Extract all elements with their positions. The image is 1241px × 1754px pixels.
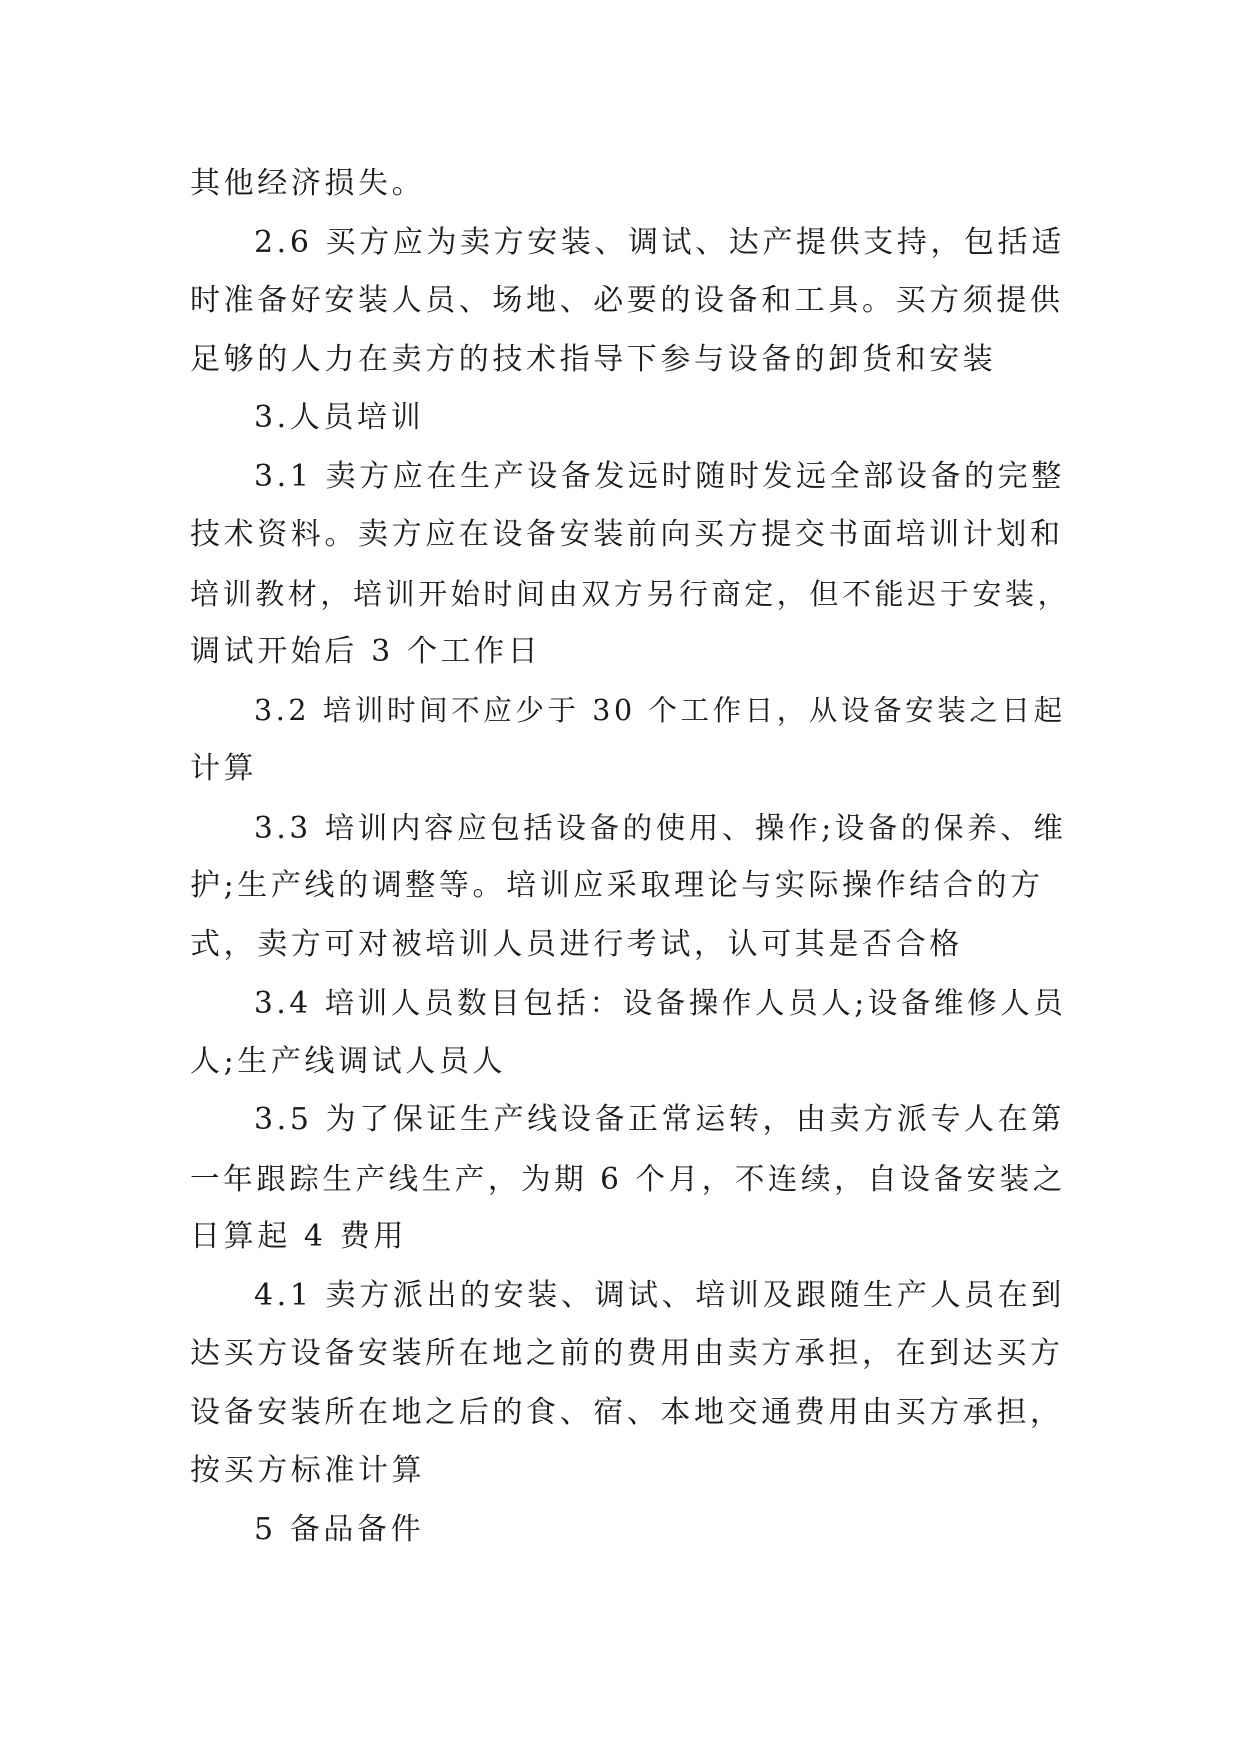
section-heading: 5 备品备件: [254, 1511, 425, 1547]
text-line: 技术资料。卖方应在设备安装前向买方提交书面培训计划和: [190, 517, 1064, 552]
text-line: 3.2 培训时间不应少于 30 个工作日，从设备安装之日起: [254, 693, 1066, 727]
document-page: [190, 155, 1070, 1559]
text-line: 日算起 4 费用: [190, 1219, 407, 1254]
text-line: 一年跟踪生产线生产，为期 6 个月，不连续，自设备安装之: [190, 1161, 1066, 1196]
text-line: 3.4 培训人员数目包括：设备操作人员人;设备维修人员: [254, 986, 1067, 1020]
text-line: 3.5 为了保证生产线设备正常运转，由卖方派专人在第: [254, 1102, 1065, 1137]
text-line: 4.1 卖方派出的安装、调试、培训及跟随生产人员在到: [254, 1277, 1065, 1313]
text-line: 时准备好安装人员、场地、必要的设备和工具。买方须提供: [190, 283, 1064, 318]
text-line: 按买方标准计算: [190, 1453, 426, 1488]
text-line: 足够的人力在卖方的技术指导下参与设备的卸货和安装: [190, 341, 997, 377]
text-line: 计算: [190, 751, 258, 786]
section-heading: 3.人员培训: [254, 400, 425, 435]
text-line: 调试开始后 3 个工作日: [190, 634, 542, 669]
text-line: 3.3 培训内容应包括设备的使用、操作;设备的保养、维: [254, 810, 1067, 845]
text-line: 2.6 买方应为卖方安装、调试、达产提供支持，包括适: [254, 224, 1065, 260]
text-line: 培训教材，培训开始时间由双方另行商定，但不能迟于安装，: [190, 576, 1071, 611]
text-line: 达买方设备安装所在地之前的费用由卖方承担，在到达买方: [190, 1336, 1064, 1371]
text-line: 设备安装所在地之后的食、宿、本地交通费用由买方承担，: [190, 1394, 1064, 1430]
text-line: 3.1 卖方应在生产设备发远时随时发远全部设备的完整: [254, 458, 1065, 494]
text-line: 式，卖方可对被培训人员进行考试，认可其是否合格: [190, 926, 963, 962]
text-line: 人;生产线调试人员人: [190, 1043, 507, 1079]
text-line: 护;生产线的调整等。培训应采取理论与实际操作结合的方: [190, 868, 1044, 903]
text-line: 其他经济损失。: [190, 166, 426, 201]
